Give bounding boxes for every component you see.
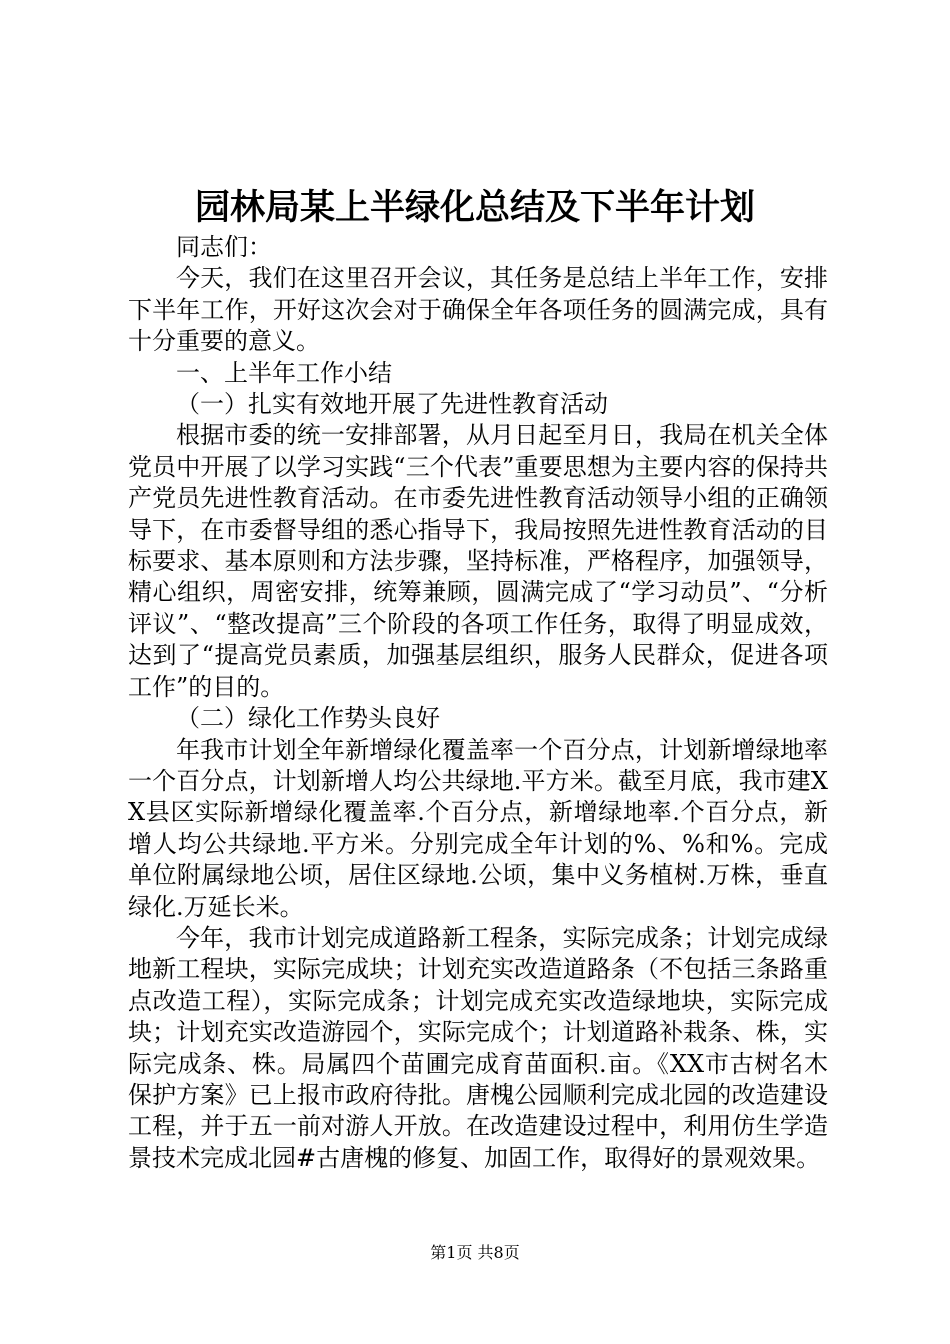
- body-paragraph: 今年，我市计划完成道路新工程条，实际完成条；计划完成绿地新工程块，实际完成块；计划充实改造道路条（不包括三条路重点改造工程），实际完成条；计划完成充实改造绿地块，实际完成块；计划充实改造游园个，实际完成个；计划道路补栽条、株，实际完成条、株。局属四个苗圃完成育苗面积.亩。《XX市古树名木保护方案》已上报市政府待批。唐槐公园顺利完成北园的改造建设工程，并于五一前对游人开放。在改造建设过程中，利用仿生学造景技术完成北园#古唐槐的修复、加固工作，取得好的景观效果。: [128, 923, 828, 1172]
- subsection-heading-1: （一）扎实有效地开展了先进性教育活动: [176, 390, 608, 419]
- salutation: 同志们：: [176, 233, 272, 261]
- body-paragraph: 根据市委的统一安排部署，从月日起至月日，我局在机关全体党员中开展了以学习实践“三个代表”重要思想为主要内容的保持共产党员先进性教育活动。在市委先进性教育活动领导小组的正确领导下，在市委督导组的悉心指导下，我局按照先进性教育活动的目标要求、基本原则和方法步骤，坚持标准，严格程序，加强领导，精心组织，周密安排，统筹兼顾，圆满完成了“学习动员”、“分析评议”、“整改提高”三个阶段的各项工作任务，取得了明显成效，达到了“提高党员素质，加强基层组织，服务人民群众，促进各项工作”的目的。: [128, 421, 828, 701]
- subsection-heading-2: （二）绿化工作势头良好: [176, 704, 440, 733]
- body-paragraph: 年我市计划全年新增绿化覆盖率一个百分点，计划新增绿地率一个百分点，计划新增人均公共绿地.平方米。截至月底，我市建XX县区实际新增绿化覆盖率.个百分点，新增绿地率.个百分点，新增人均公共绿地.平方米。分别完成全年计划的%、%和%。完成单位附属绿地公顷，居住区绿地.公顷，集中义务植树.万株，垂直绿化.万延长米。: [128, 735, 828, 921]
- document-body: [128, 232, 828, 1174]
- opening-paragraph: 今天，我们在这里召开会议，其任务是总结上半年工作，安排下半年工作，开好这次会对于确保全年各项任务的圆满完成，具有十分重要的意义。: [128, 264, 828, 356]
- document-title: 园林局某上半绿化总结及下半年计划: [194, 187, 755, 228]
- section-heading: 一、上半年工作小结: [176, 358, 392, 387]
- page-number-footer: 第1页 共8页: [430, 1243, 520, 1262]
